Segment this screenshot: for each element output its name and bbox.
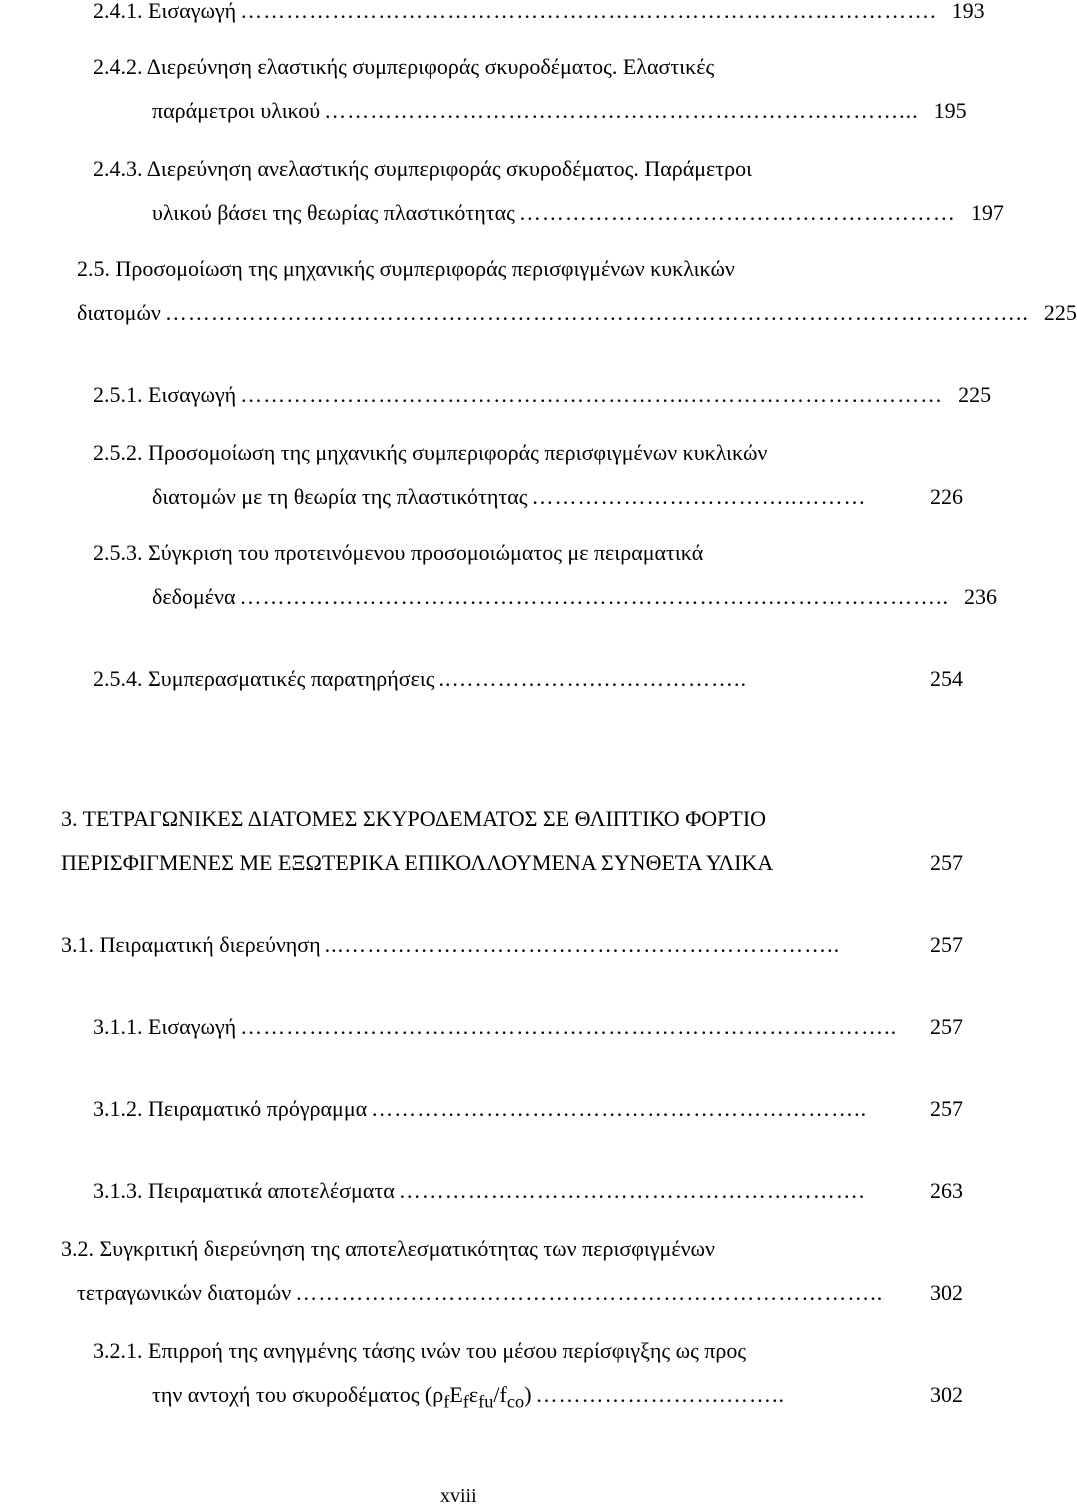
toc-entry <box>93 442 767 464</box>
toc-entry-title: 2.5.1. Εισαγωγή <box>93 382 237 407</box>
toc-entry-title: 2.5.3. Σύγκριση του προτεινόμενου προσομοιώματος με πειραματικά <box>93 540 704 565</box>
toc-leader-dots: …………………………………………………..…………………………… <box>240 382 944 407</box>
toc-entry-continuation <box>77 1282 963 1304</box>
toc-chapter-heading <box>61 808 766 830</box>
toc-page-number: 195 <box>933 98 967 123</box>
toc-leader-dots: ……………………………………………………. <box>398 1178 866 1203</box>
toc-entry <box>93 1340 746 1362</box>
toc-entry-title: 3. ΤΕΤΡΑΓΩΝΙΚΕΣ ΔΙΑΤΟΜΕΣ ΣΚΥΡΟΔΕΜΑΤΟΣ ΣΕ ΘΛΙΠΤΙΚΟ ΦΟΡΤΙΟ <box>61 806 767 831</box>
toc-entry-continuation <box>152 200 1004 225</box>
toc-entry <box>93 1098 963 1120</box>
toc-leader-dots: ………………………………………………………………………………. <box>240 0 937 23</box>
toc-entry <box>93 56 714 78</box>
toc-leader-dots: ………………………………………………………………………….. <box>240 1014 898 1039</box>
toc-entry-title: 2.4.1. Εισαγωγή <box>93 0 237 23</box>
toc-leader-dots: …………………………………………………………………... <box>324 98 919 123</box>
toc-entry-title: 2.5. Προσομοίωση της μηχανικής συμπεριφοράς περισφιγμένων κυκλικών <box>77 256 735 281</box>
toc-entry-title: 3.2.1. Επιρροή της ανηγμένης τάσης ινών του μέσου περίσφιγξης ως προς <box>93 1338 747 1363</box>
toc-page-number: 254 <box>930 666 963 691</box>
toc-page-number: 225 <box>1043 300 1077 325</box>
formula-symbol: E <box>449 1382 463 1407</box>
toc-entry <box>61 934 963 956</box>
toc-entry-continuation <box>152 1384 963 1411</box>
toc-entry <box>61 1238 715 1260</box>
toc-entry-title: ΠΕΡΙΣΦΙΓΜΕΝΕΣ ΜΕ ΕΞΩΤΕΡΙΚΑ ΕΠΙΚΟΛΛΟΥΜΕΝΑ ΣΥΝΘΕΤΑ ΥΛΙΚΑ <box>61 850 774 875</box>
toc-entry <box>93 1180 963 1202</box>
formula-prefix: την αντοχή του σκυροδέματος (ρ <box>152 1382 444 1407</box>
toc-entry-continuation <box>152 584 997 609</box>
toc-leader-dots: ……………………………………………………….. <box>371 1096 868 1121</box>
toc-page-number: 225 <box>958 382 992 407</box>
toc-entry-continuation <box>152 98 967 123</box>
toc-entry-title: 3.1. Πειραματική διερεύνηση <box>61 932 321 957</box>
formula-symbol: /f <box>493 1382 507 1407</box>
toc-page-number: 257 <box>930 1096 963 1121</box>
toc-entry <box>93 1016 963 1038</box>
toc-page-number: 302 <box>930 1382 963 1407</box>
formula-close: ) <box>524 1382 532 1407</box>
toc-entry-continuation <box>77 300 1077 325</box>
toc-page-number: 193 <box>951 0 985 23</box>
toc-entry-title: 2.4.2. Διερεύνηση ελαστικής συμπεριφοράς σκυροδέματος. Ελαστικές <box>93 54 715 79</box>
toc-entry <box>93 542 703 564</box>
toc-entry-title: δεδομένα <box>152 584 236 609</box>
toc-page-number: 302 <box>930 1280 963 1305</box>
toc-entry-title: 3.1.1. Εισαγωγή <box>93 1014 237 1039</box>
toc-entry-continuation <box>152 486 963 508</box>
toc-entry-title: παράμετροι υλικού <box>152 98 321 123</box>
toc-entry-title: 3.1.2. Πειραματικό πρόγραμμα <box>93 1096 368 1121</box>
toc-page-number: 263 <box>930 1178 963 1203</box>
toc-page-number: 236 <box>963 584 997 609</box>
toc-entry-title: τετραγωνικών διατομών <box>77 1280 292 1305</box>
toc-page-number: 257 <box>930 932 963 957</box>
toc-entry <box>93 158 752 180</box>
toc-page-number: 197 <box>970 200 1004 225</box>
page-footer-number: xviii <box>440 1485 477 1507</box>
toc-chapter-heading-continuation <box>61 852 963 874</box>
toc-entry-title: 2.5.2. Προσομοίωση της μηχανικής συμπεριφοράς περισφιγμένων κυκλικών <box>93 440 768 465</box>
toc-leader-dots: ……………………………..……… <box>531 484 867 509</box>
toc-entry <box>93 0 985 23</box>
toc-entry-title: υλικού βάσει της θεωρίας πλαστικότητας <box>152 200 515 225</box>
toc-entry-title: 2.4.3. Διερεύνηση ανελαστικής συμπεριφοράς σκυροδέματος. Παράμετροι <box>93 156 753 181</box>
toc-entry-title: διατομών <box>77 300 161 325</box>
toc-leader-dots: ………………………………………………… <box>518 200 956 225</box>
formula-subscript: fu <box>478 1391 494 1412</box>
toc-leader-dots: …………………….…….. <box>535 1382 786 1407</box>
toc-entry-title: 2.5.4. Συμπερασματικές παρατηρήσεις <box>93 666 435 691</box>
formula-subscript: co <box>506 1391 525 1412</box>
formula-symbol: ε <box>468 1382 479 1407</box>
toc-entry-title: διατομών με τη θεωρία της πλαστικότητας <box>152 484 528 509</box>
toc-entry <box>77 258 735 280</box>
toc-leader-dots: ..……………….……………….. <box>438 666 748 691</box>
toc-entry <box>93 668 963 690</box>
toc-page-number: 257 <box>930 850 963 875</box>
toc-leader-dots: ...……………………………………………………….. <box>324 932 841 957</box>
toc-entry-title: 3.1.3. Πειραματικά αποτελέσματα <box>93 1178 395 1203</box>
toc-leader-dots: ………………………………………………………………………………………………….. <box>164 300 1029 325</box>
toc-page-number: 257 <box>930 1014 963 1039</box>
toc-leader-dots: ………………………………………………………………….. <box>295 1280 884 1305</box>
formula-subscript: f <box>443 1391 450 1412</box>
toc-entry-title <box>152 1384 532 1411</box>
formula-subscript: f <box>462 1391 469 1412</box>
toc-leader-dots: …………………………………………………………….………………….. <box>239 584 949 609</box>
toc-entry-title: 3.2. Συγκριτική διερεύνηση της αποτελεσματικότητας των περισφιγμένων <box>61 1236 715 1261</box>
toc-page-number: 226 <box>930 484 963 509</box>
toc-entry <box>93 382 992 407</box>
